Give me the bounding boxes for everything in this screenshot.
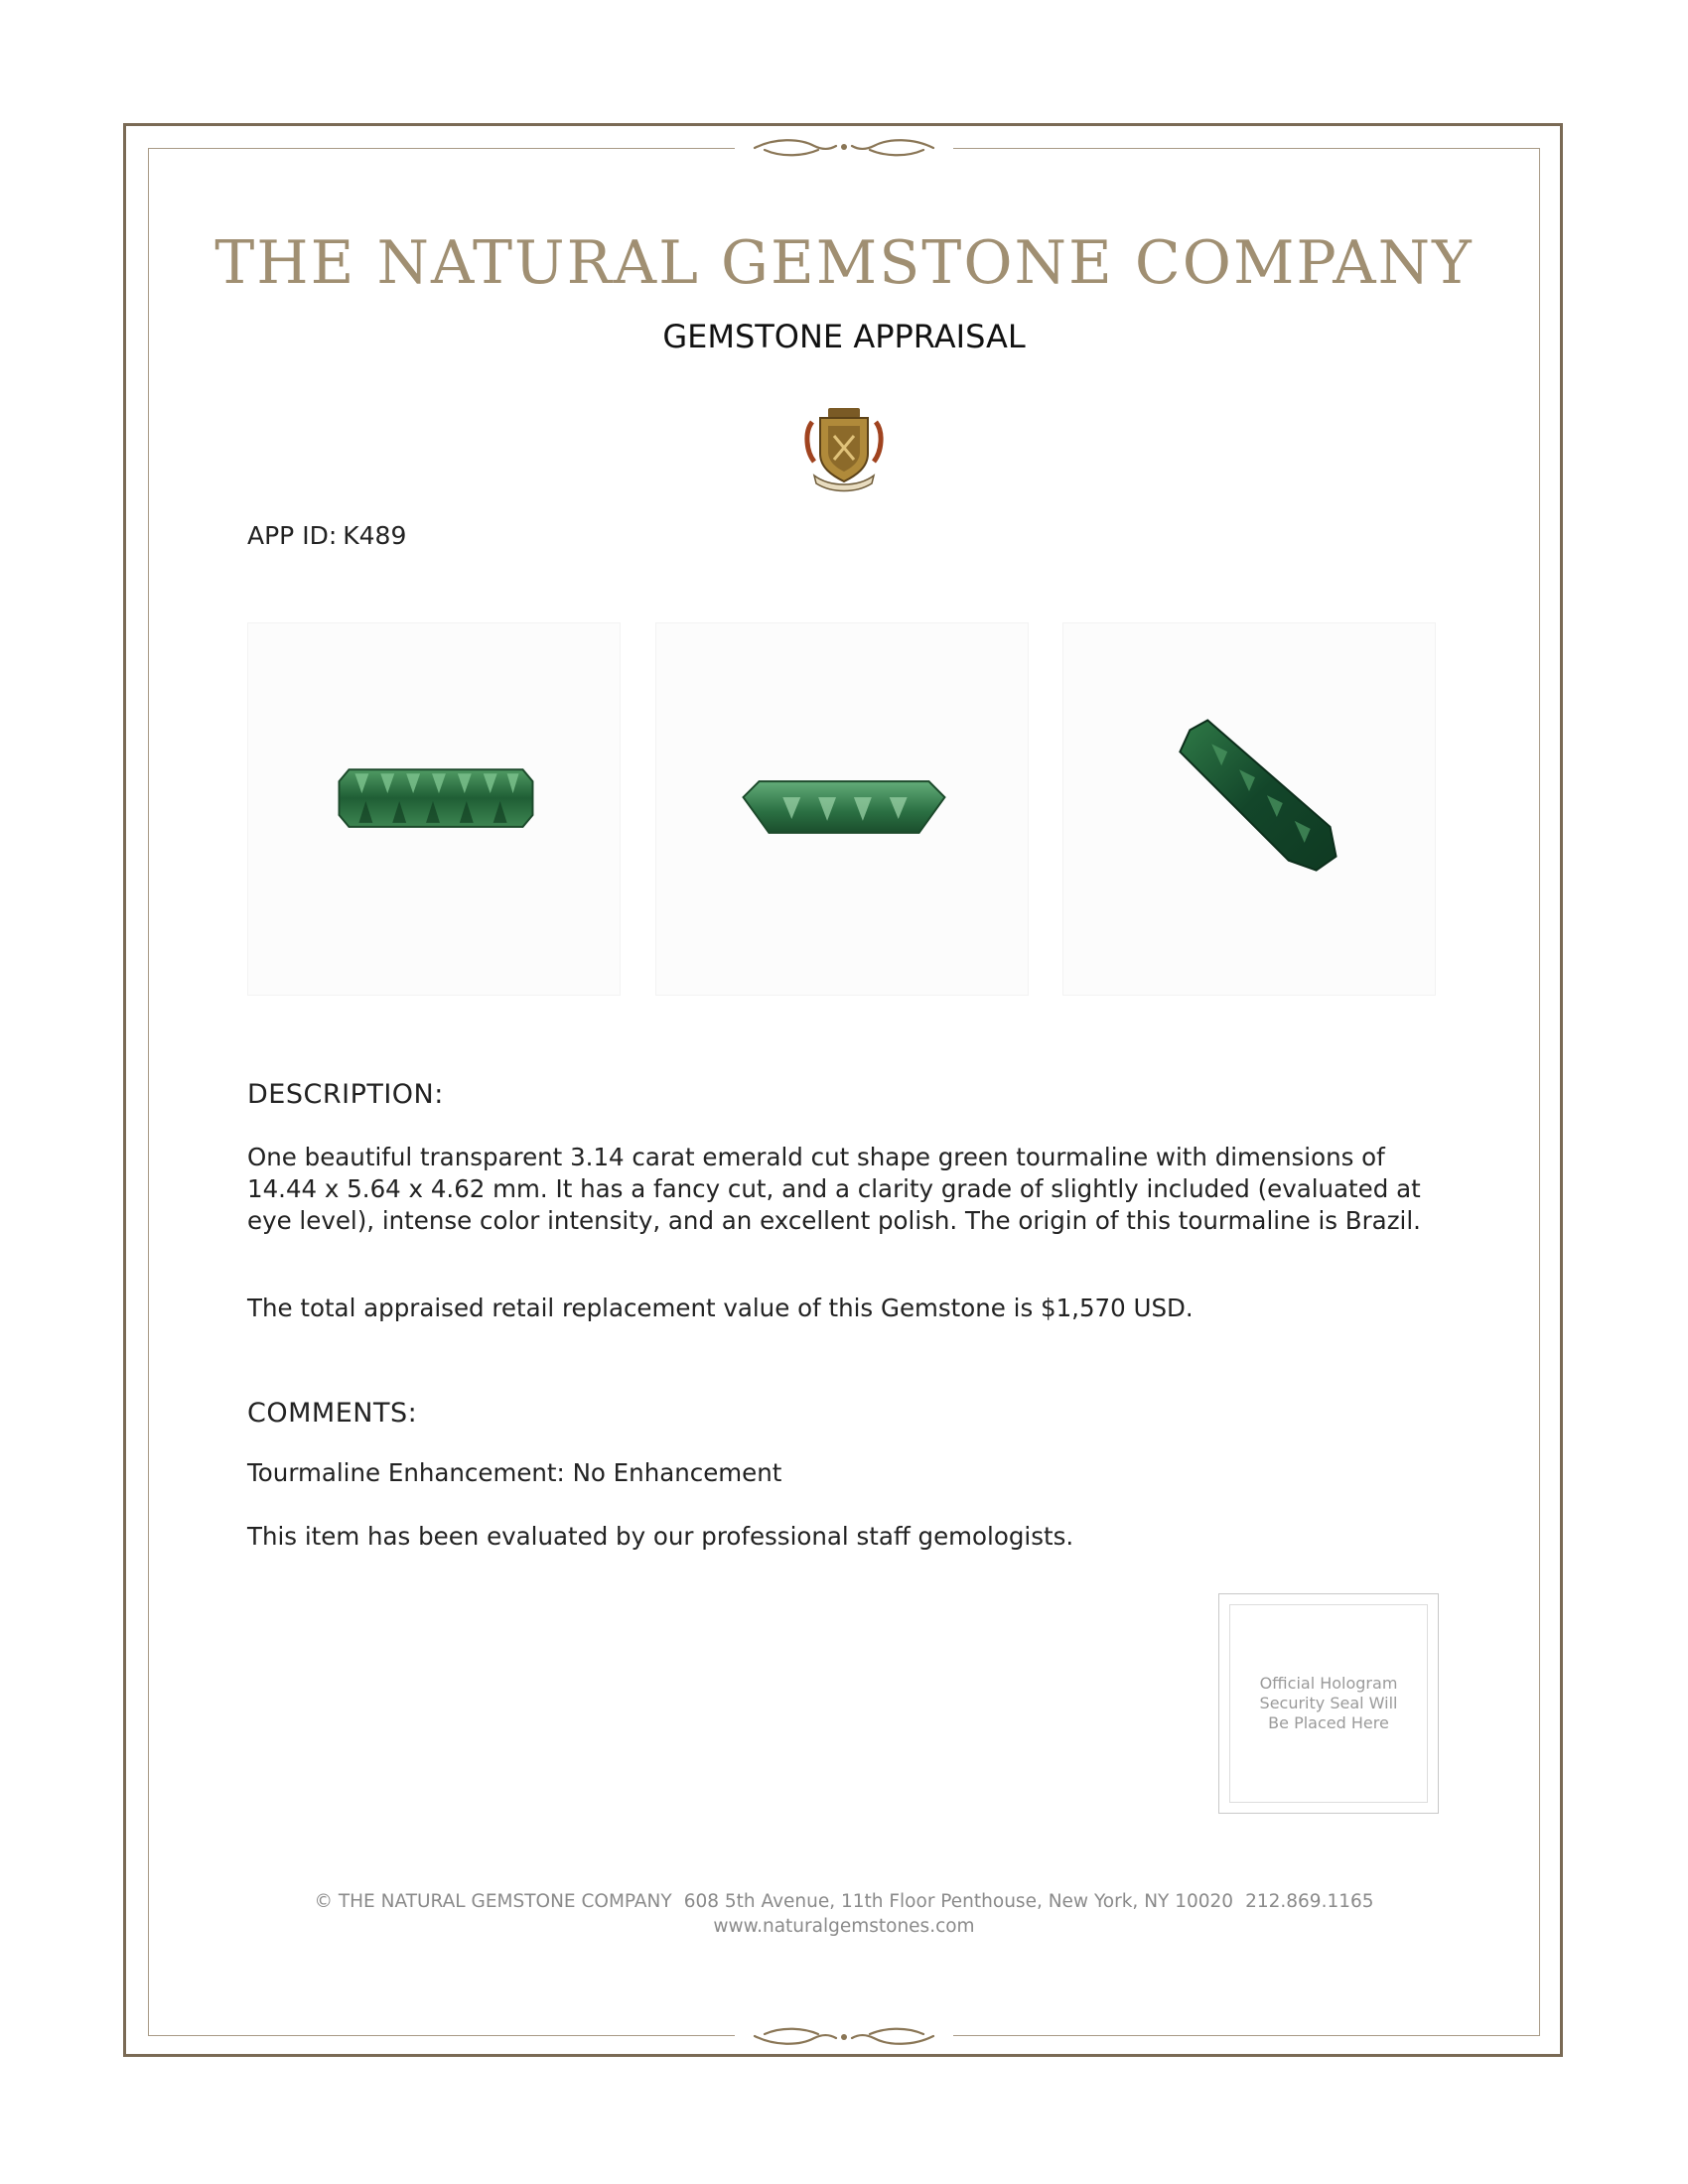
gemstone-photo-top <box>247 622 621 996</box>
footer-phone: 212.869.1165 <box>1245 1891 1374 1912</box>
document-type-subtitle: GEMSTONE APPRAISAL <box>662 318 1026 355</box>
heraldic-crest-icon <box>802 402 886 493</box>
appraised-value-statement: The total appraised retail replacement value of this Gemstone is $1,570 USD. <box>247 1294 1194 1322</box>
enhancement-comment: Tourmaline Enhancement: No Enhancement <box>247 1458 782 1487</box>
bottom-flourish-ornament <box>735 2024 953 2048</box>
footer-website-link[interactable]: www.naturalgemstones.com <box>713 1916 975 1937</box>
footer-address: 608 5th Avenue, 11th Floor Penthouse, New York, NY 10020 <box>683 1891 1234 1912</box>
top-flourish-ornament <box>735 136 953 160</box>
company-name-title: THE NATURAL GEMSTONE COMPANY <box>214 228 1474 298</box>
footer-copyright: © THE NATURAL GEMSTONE COMPANY <box>314 1891 672 1912</box>
app-id-label: APP ID: <box>247 521 338 550</box>
evaluation-comment: This item has been evaluated by our professional staff gemologists. <box>247 1522 1074 1551</box>
appraisal-id <box>247 521 412 550</box>
gemstone-photo-angle <box>1062 622 1436 996</box>
app-id-value: K489 <box>343 521 407 550</box>
comments-heading: COMMENTS: <box>247 1398 418 1429</box>
seal-placeholder-text: Official Hologram Security Seal Will Be Placed Here <box>1259 1674 1398 1732</box>
description-text: One beautiful transparent 3.14 carat emerald cut shape green tourmaline with dimensions of 14.44 x 5.64 x 4.62 mm. It has a fancy cut, and a clarity grade of slightly included (evaluated at eye level), intense color intensity, and an excellent polish. The origin of this tourmaline is Brazil. <box>247 1143 1421 1235</box>
gemstone-photo-side <box>655 622 1029 996</box>
hologram-seal-placeholder <box>1218 1593 1439 1814</box>
description-heading: DESCRIPTION: <box>247 1079 444 1110</box>
footer-contact-line <box>0 1891 1688 1912</box>
seal-inner-frame <box>1229 1604 1428 1803</box>
